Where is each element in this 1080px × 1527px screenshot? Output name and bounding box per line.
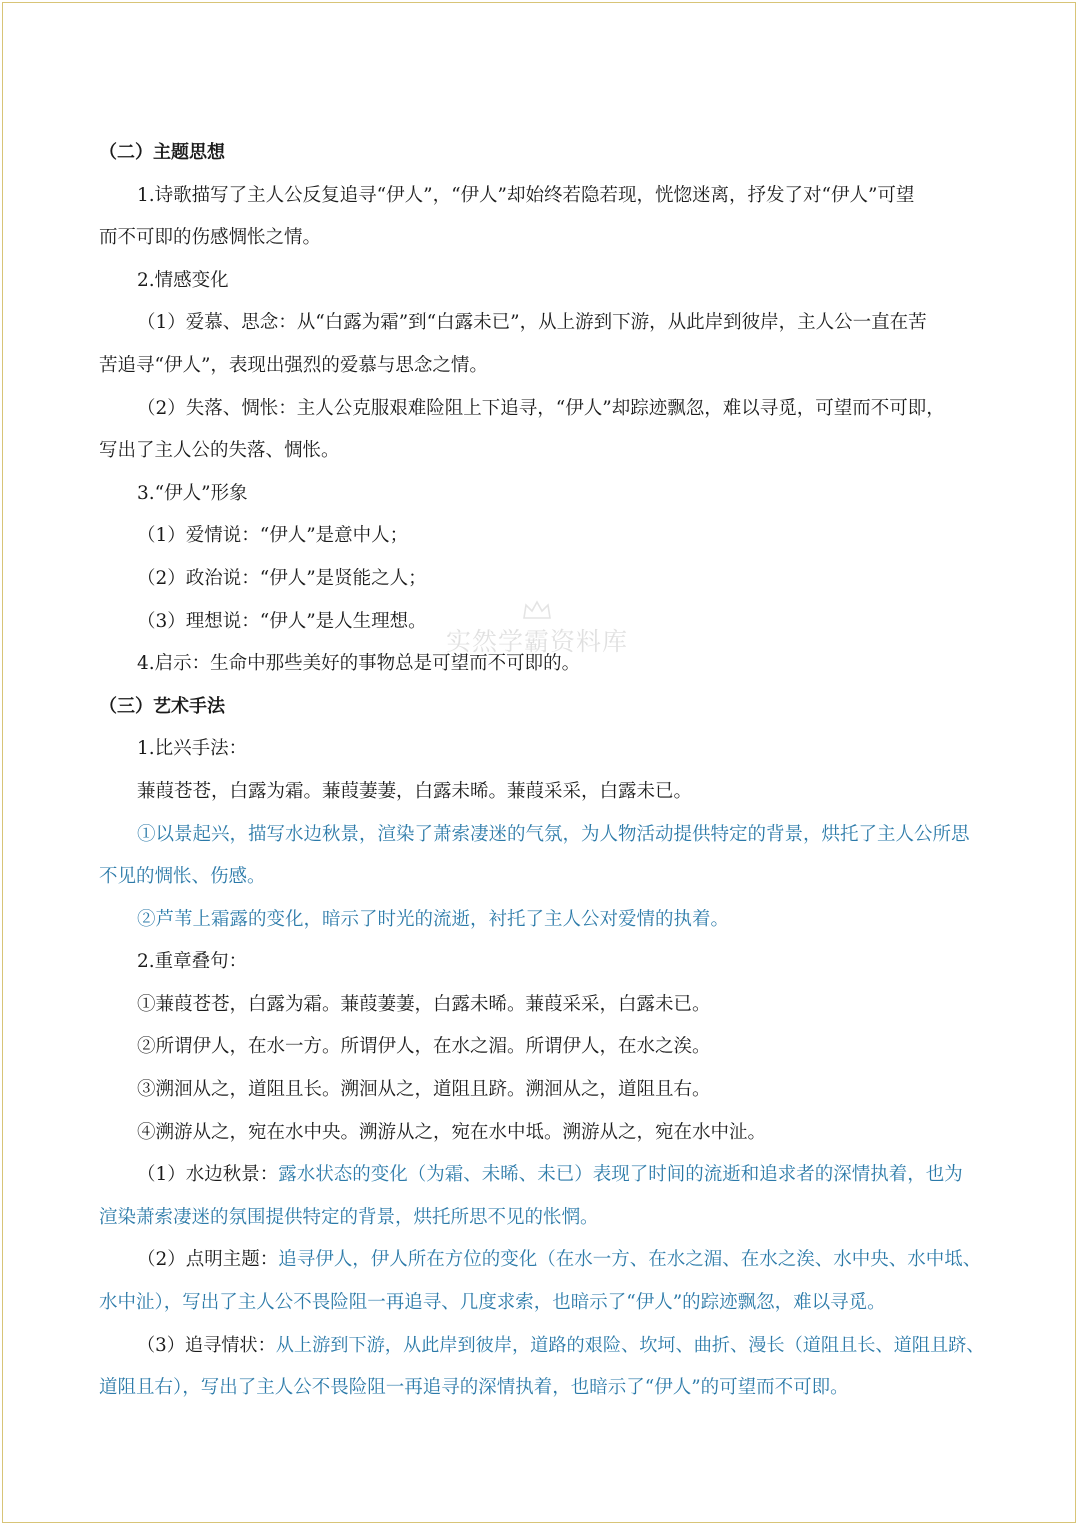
annotation: ②芦苇上霜露的变化，暗示了时光的流逝，衬托了主人公对爱情的执着。 <box>137 908 730 930</box>
document-body <box>99 132 989 1410</box>
annotation: ①以景起兴，描写水边秋景，渲染了萧索凄迷的气氛，为人物活动提供特定的背景，烘托了主人公所思 <box>137 823 970 845</box>
paragraph: 1.诗歌描写了主人公反复追寻“伊人”，“伊人”却始终若隐若现，恍惚迷离，抒发了对“伊人”可望 <box>137 184 915 206</box>
section-heading-theme: （二）主题思想 <box>99 142 225 163</box>
section-heading-technique: （三）艺术手法 <box>99 695 225 717</box>
subheading: 2.重章叠句： <box>137 951 248 973</box>
analysis-continuation: 渲染萧索凄迷的氛围提供特定的背景，烘托所思不见的怅惘。 <box>99 1206 599 1228</box>
watermark-text: 实然学霸资料库 <box>445 627 628 656</box>
poem-quote: ①蒹葭苍苍，白露为霜。蒹葭萋萋，白露未晞。蒹葭采采，白露未已。 <box>137 993 711 1015</box>
analysis-text: 从上游到下游，从此岸到彼岸，道路的艰险、坎坷、曲折、漫长（道阻且长、道阻且跻、 <box>275 1334 985 1356</box>
paragraph-continuation: 苦追寻“伊人”，表现出强烈的爱慕与思念之情。 <box>99 354 488 376</box>
analysis-text: 露水状态的变化（为霜、未晞、未已）表现了时间的流逝和追求者的深情执着，也为 <box>278 1164 963 1186</box>
analysis-continuation: 道阻且右），写出了主人公不畏险阻一再追寻的深情执着，也暗示了“伊人”的可望而不可即。 <box>99 1377 849 1399</box>
paragraph: （2）失落、惆怅：主人公克服艰难险阻上下追寻，“伊人”却踪迹飘忽，难以寻觅，可望而不可即， <box>137 397 945 419</box>
subheading: 2.情感变化 <box>137 269 229 291</box>
list-item: （3）理想说：“伊人”是人生理想。 <box>137 610 427 632</box>
analysis-text: 追寻伊人，伊人所在方位的变化（在水一方、在水之湄、在水之涘、水中央、水中坻、 <box>278 1249 982 1271</box>
analysis-label: （2）点明主题： <box>137 1249 279 1271</box>
analysis-item <box>99 1239 989 1282</box>
list-item: （2）政治说：“伊人”是贤能之人； <box>137 567 427 589</box>
analysis-label: （1）水边秋景： <box>137 1164 279 1186</box>
annotation-continuation: 不见的惆怅、伤感。 <box>99 866 266 888</box>
subheading: 3.“伊人”形象 <box>137 482 248 504</box>
paragraph: （1）爱慕、思念：从“白露为霜”到“白露未已”，从上游到下游，从此岸到彼岸，主人公一直在苦 <box>137 312 927 334</box>
subheading: 1.比兴手法： <box>137 738 248 760</box>
analysis-continuation: 水中沚），写出了主人公不畏险阻一再追寻、几度求索，也暗示了“伊人”的踪迹飘忽，难以寻觅。 <box>99 1292 886 1314</box>
paragraph: 4.启示：生命中那些美好的事物总是可望而不可即的。 <box>137 653 581 675</box>
poem-quote: ③溯洄从之，道阻且长。溯洄从之，道阻且跻。溯洄从之，道阻且右。 <box>137 1079 711 1101</box>
analysis-label: （3）追寻情状： <box>137 1334 276 1356</box>
poem-quote: 蒹葭苍苍，白露为霜。蒹葭萋萋，白露未晞。蒹葭采采，白露未已。 <box>137 780 693 802</box>
analysis-item <box>99 1325 989 1368</box>
paragraph-continuation: 写出了主人公的失落、惆怅。 <box>99 440 340 462</box>
poem-quote: ②所谓伊人，在水一方。所谓伊人，在水之湄。所谓伊人，在水之涘。 <box>137 1036 711 1058</box>
analysis-item <box>99 1154 989 1197</box>
list-item: （1）爱情说：“伊人”是意中人； <box>137 525 409 547</box>
paragraph-continuation: 而不可即的伤感惆怅之情。 <box>99 227 322 249</box>
poem-quote: ④溯游从之，宛在水中央。溯游从之，宛在水中坻。溯游从之，宛在水中沚。 <box>137 1121 767 1143</box>
